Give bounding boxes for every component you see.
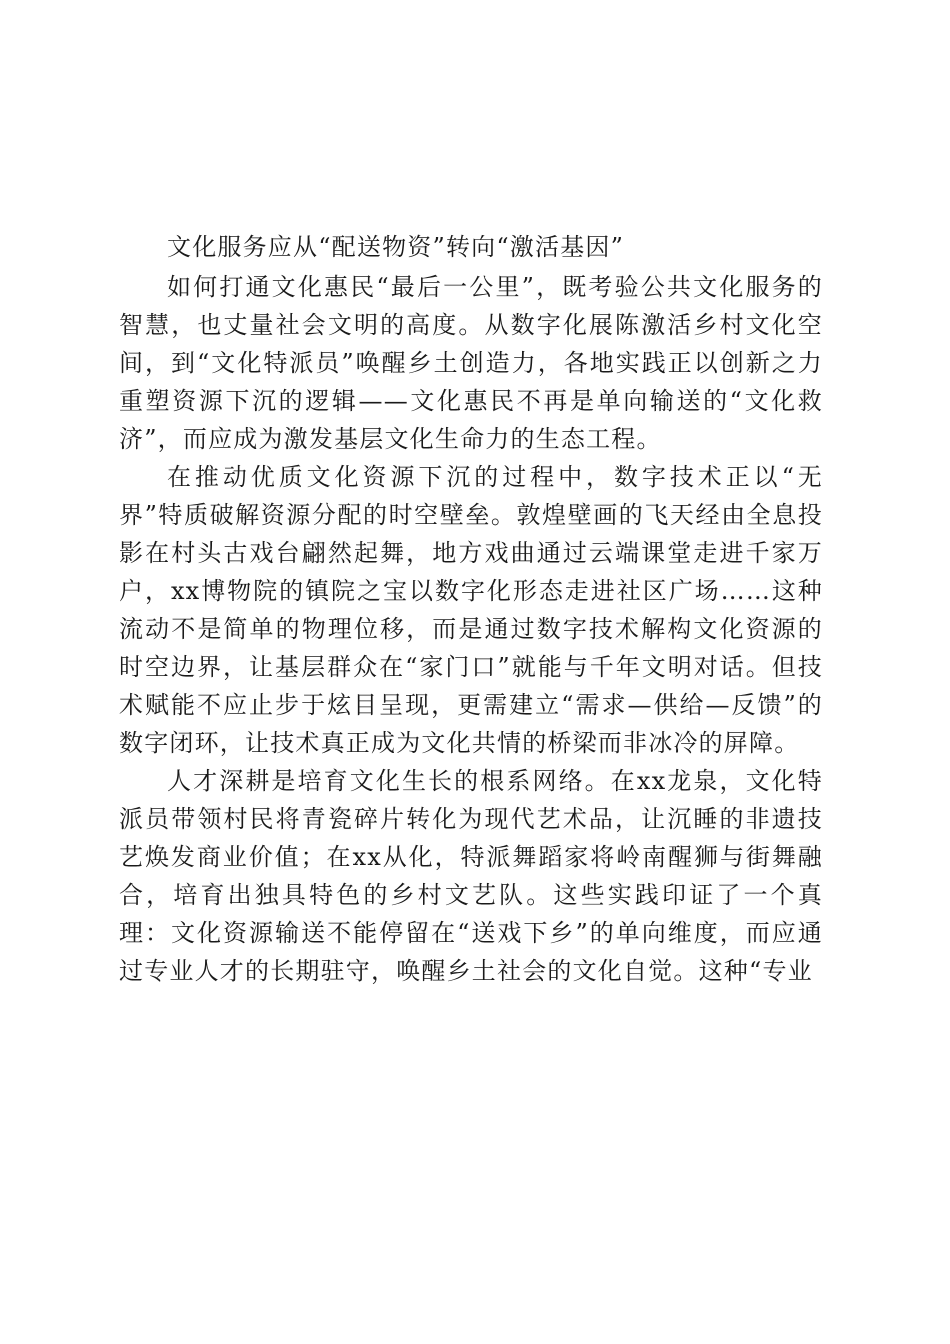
- article-heading: 文化服务应从“配送物资”转向“激活基因”: [167, 233, 625, 261]
- paragraph-digital-tech: 在推动优质文化资源下沉的过程中，数字技术正以“无界”特质破解资源分配的时空壁垒。敦煌壁画的飞天经由全息投影在村头古戏台翩然起舞，地方戏曲通过云端课堂走进千家万户，xx博物院的镇院之宝以数字化形态走进社区广场……这种流动不是简单的物理位移，而是通过数字技术解构文化资源的时空边界，让基层群众在“家门口”就能与千年文明对话。但技术赋能不应止步于炫目呈现，更需建立“需求—供给—反馈”的数字闭环，让技术真正成为文化共情的桥梁而非冰冷的屏障。: [119, 463, 823, 757]
- paragraph-intro: 如何打通文化惠民“最后一公里”，既考验公共文化服务的智慧，也丈量社会文明的高度。从数字化展陈激活乡村文化空间，到“文化特派员”唤醒乡土创造力，各地实践正以创新之力重塑资源下沉的逻辑——文化惠民不再是单向输送的“文化救济”，而应成为激发基层文化生命力的生态工程。: [119, 273, 823, 453]
- paragraph-talent: 人才深耕是培育文化生长的根系网络。在xx龙泉，文化特派员带领村民将青瓷碎片转化为现代艺术品，让沉睡的非遗技艺焕发商业价值；在xx从化，特派舞蹈家将岭南醒狮与街舞融合，培育出独具特色的乡村文艺队。这些实践印证了一个真理：文化资源输送不能停留在“送戏下乡”的单向维度，而应通过专业人才的长期驻守，唤醒乡土社会的文化自觉。这种“专业: [119, 767, 823, 985]
- document-body: [119, 228, 823, 990]
